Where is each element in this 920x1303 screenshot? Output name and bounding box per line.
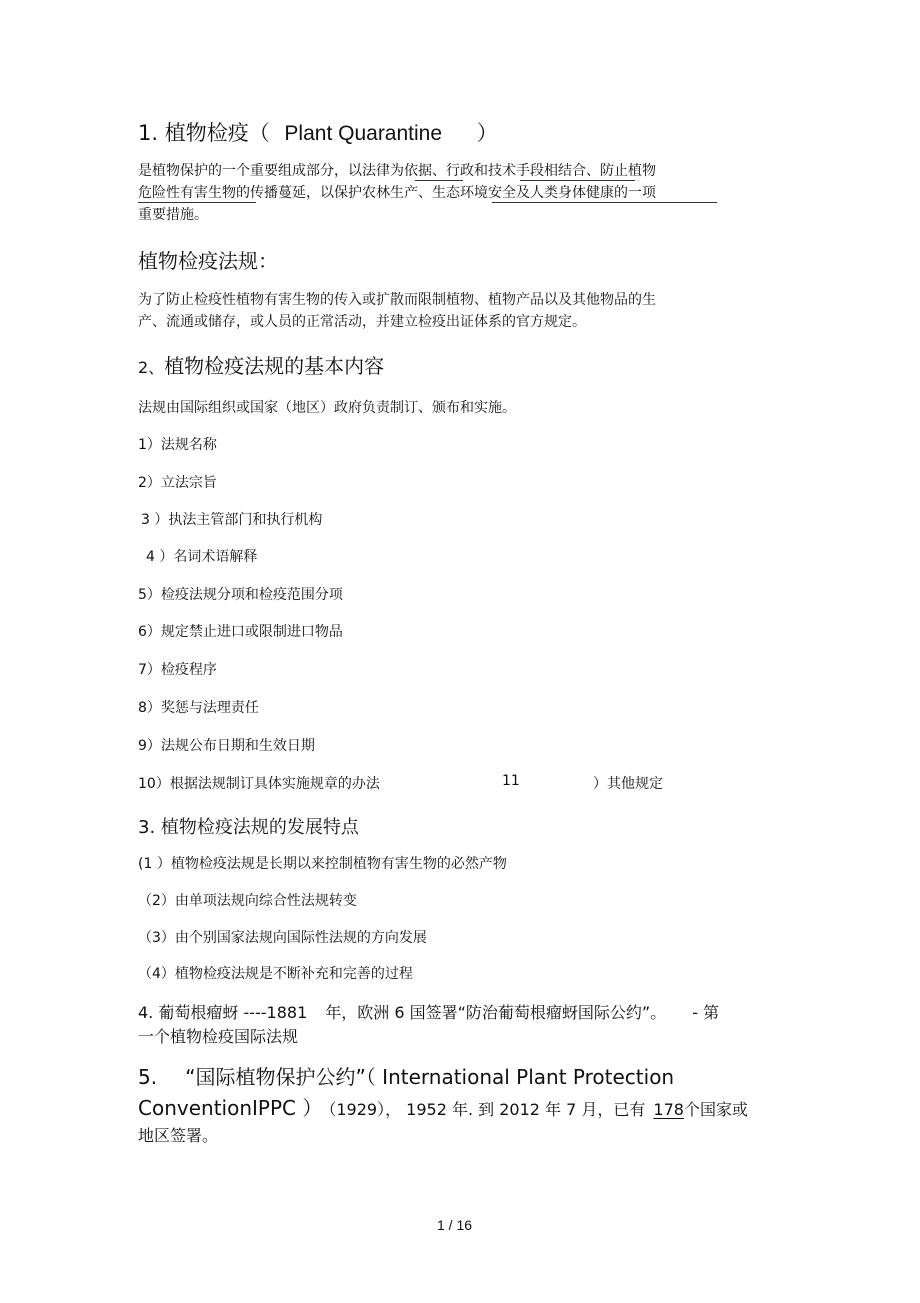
section-5-line-1-text: “国际植物保护公约”（ International Plant Protection bbox=[185, 1065, 675, 1089]
section-1-para-line-3: 重要措施。 bbox=[138, 207, 208, 223]
section-3-heading: 3. 植物检疫法规的发展特点 bbox=[138, 817, 359, 838]
list-item-11-number: 11 bbox=[502, 773, 520, 789]
section-5-line-1 bbox=[138, 1062, 674, 1092]
regulation-para-line-1: 为了防止检疫性植物有害生物的传入或扩散而限制植物、植物产品以及其他物品的生 bbox=[138, 292, 656, 308]
list-item: （3）由个别国家法规向国际性法规的方向发展 bbox=[138, 930, 427, 946]
section-5-line-2-a: ConventionIPPC ） bbox=[138, 1096, 323, 1120]
section-4-line-2: 一个植物检疫国际法规 bbox=[138, 1027, 299, 1046]
list-item: 4 ）名词术语解释 bbox=[146, 549, 258, 565]
page-number: 1 / 16 bbox=[437, 1217, 473, 1233]
section-5-count-178: 178 bbox=[653, 1100, 684, 1119]
underline-mark bbox=[138, 202, 256, 203]
regulation-para-line-2: 产、流通或储存，或人员的正常活动，并建立检疫出证体系的官方规定。 bbox=[138, 314, 586, 330]
section-1-number: 1. bbox=[138, 121, 159, 145]
section-5-line-2-d: 个国家或 bbox=[683, 1100, 748, 1119]
section-4-line-1-b: 年，欧洲 6 国签署“防治葡萄根瘤蚜国际公约”。 bbox=[325, 1003, 667, 1022]
section-1-close-paren: ） bbox=[476, 121, 498, 145]
list-item-11-text: ）其他规定 bbox=[593, 776, 663, 792]
underline-mark bbox=[415, 180, 463, 181]
list-item: 6）规定禁止进口或限制进口物品 bbox=[138, 624, 343, 640]
list-item: (1 ）植物检疫法规是长期以来控制植物有害生物的必然产物 bbox=[138, 856, 507, 872]
section-5-number: 5. bbox=[138, 1065, 158, 1089]
section-2-heading bbox=[138, 350, 384, 379]
section-4-line-1 bbox=[138, 1000, 719, 1023]
list-item: 7）检疫程序 bbox=[138, 662, 217, 678]
section-1-para-line-1: 是植物保护的一个重要组成部分，以法律为依据、行政和技术手段相结合、防止植物 bbox=[138, 163, 656, 179]
section-1-para-line-2: 危险性有害生物的传播蔓延，以保护农林生产、生态环境安全及人类身体健康的一项 bbox=[138, 185, 656, 201]
list-item: 5）检疫法规分项和检疫范围分项 bbox=[138, 587, 343, 603]
underline-mark bbox=[492, 202, 717, 203]
regulation-heading: 植物检疫法规： bbox=[138, 249, 278, 273]
section-5-line-2-b: （1929）， 1952 年. 到 2012 年 7 月，已有 bbox=[328, 1100, 646, 1119]
section-1-title-en: Plant Quarantine bbox=[284, 122, 443, 145]
list-item: 2）立法宗旨 bbox=[138, 475, 217, 491]
underline-mark bbox=[520, 180, 635, 181]
section-1-title: 植物检疫（ bbox=[164, 121, 270, 145]
list-item-10: 10）根据法规制订具体实施规章的办法 bbox=[138, 776, 380, 792]
list-item: 3 ）执法主管部门和执行机构 bbox=[141, 512, 323, 528]
list-item: （2）由单项法规向综合性法规转变 bbox=[138, 893, 357, 909]
section-5-line-3: 地区签署。 bbox=[138, 1126, 219, 1145]
section-1-heading bbox=[138, 117, 498, 147]
section-2-intro: 法规由国际组织或国家（地区）政府负责制订、颁布和实施。 bbox=[138, 400, 516, 416]
list-item: 1）法规名称 bbox=[138, 437, 217, 453]
list-item: 8）奖惩与法理责任 bbox=[138, 700, 259, 716]
section-4-line-1-c: - 第 bbox=[692, 1003, 720, 1022]
section-2-title: 植物检疫法规的基本内容 bbox=[164, 354, 385, 378]
section-4-line-1-a: 4. 葡萄根瘤蚜 ----1881 bbox=[138, 1003, 308, 1022]
section-5-line-2 bbox=[138, 1093, 748, 1123]
section-2-number: 2、 bbox=[138, 358, 165, 377]
list-item: （4）植物检疫法规是不断补充和完善的过程 bbox=[138, 966, 413, 982]
list-item: 9）法规公布日期和生效日期 bbox=[138, 738, 315, 754]
